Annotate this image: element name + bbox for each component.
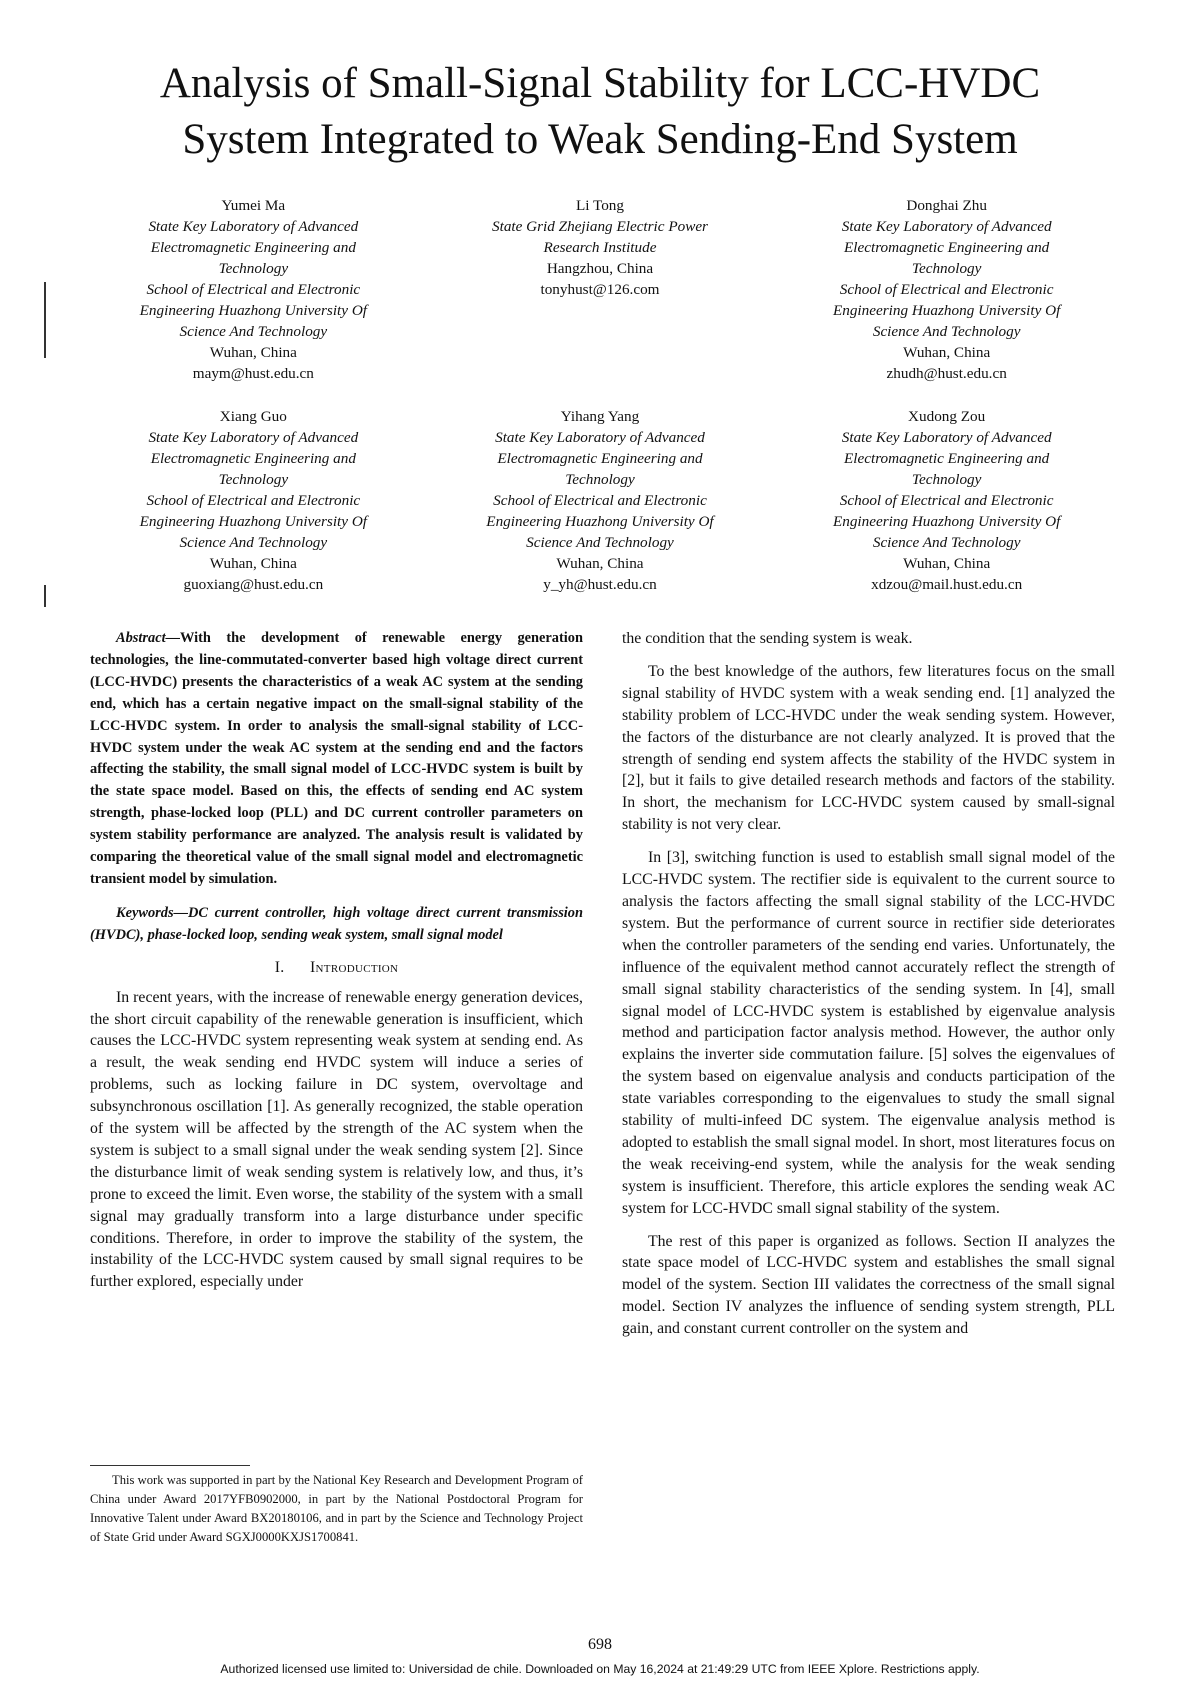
affiliation-line: Technology xyxy=(565,471,635,488)
affiliation-line: State Key Laboratory of Advanced xyxy=(495,429,705,446)
affiliation-line: State Key Laboratory of Advanced xyxy=(148,218,359,235)
affiliation-line: Science And Technology xyxy=(872,534,1021,551)
paragraph: The rest of this paper is organized as follows. Section II analyzes the state space model of LCC-HVDC system and establishes the small signal model of the system. Section III validates the correctness of the small signal model. Section IV analyzes the influence of sending system strength, PLL gain, and constant current controller on the system and xyxy=(622,1232,1115,1338)
affiliation-line: School of Electrical and Electronic xyxy=(146,281,361,298)
author-name: Donghai Zhu xyxy=(906,197,987,214)
author-email[interactable]: guoxiang@hust.edu.cn xyxy=(183,576,324,593)
page-number: 698 xyxy=(588,1636,612,1653)
author-location: Wuhan, China xyxy=(903,344,991,361)
author-block xyxy=(427,195,774,384)
author-location: Wuhan, China xyxy=(903,555,991,572)
author-affiliation xyxy=(80,427,427,553)
affiliation-line: State Grid Zhejiang Electric Power xyxy=(492,218,708,235)
author-block xyxy=(773,406,1120,595)
left-column xyxy=(90,628,583,1293)
author-name: Yihang Yang xyxy=(560,408,640,425)
affiliation-line: Technology xyxy=(911,471,982,488)
abstract xyxy=(90,628,583,891)
affiliation-line: Engineering Huazhong University Of xyxy=(139,513,368,530)
affiliation-line: Technology xyxy=(218,260,289,277)
affiliation-line: Technology xyxy=(218,471,289,488)
section-number: I. xyxy=(274,958,285,976)
affiliation-line: State Key Laboratory of Advanced xyxy=(841,429,1052,446)
author-affiliation xyxy=(427,216,774,258)
right-column xyxy=(622,628,1115,1340)
author-list xyxy=(80,195,1120,595)
title-line-2: System Integrated to Weak Sending-End System xyxy=(182,116,1018,163)
paragraph-continuation: the condition that the sending system is weak. xyxy=(622,630,913,647)
affiliation-line: Electromagnetic Engineering and xyxy=(497,450,703,467)
author-email[interactable]: y_yh@hust.edu.cn xyxy=(543,576,657,593)
affiliation-line: Science And Technology xyxy=(872,323,1021,340)
affiliation-line: Electromagnetic Engineering and xyxy=(844,450,1050,467)
affiliation-line: Engineering Huazhong University Of xyxy=(832,513,1061,530)
affiliation-line: Engineering Huazhong University Of xyxy=(832,302,1061,319)
abstract-text: With the development of renewable energy generation technologies, the line-commutated-converter based high voltage direct current (LCC-HVDC) presents the characteristics of a weak AC system at the sending end, which has a certain negative impact on the small-signal stability of the LCC-HVDC system. In order to analysis the small-signal stability of LCC-HVDC system under the weak AC system at the sending end and the factors affecting the stability, the small signal model of LCC-HVDC system is built by the state space model. Based on this, the effects of sending end AC system strength, phase-locked loop (PLL) and DC current controller parameters on system stability performance are analyzed. The analysis result is validated by comparing the theoretical value of the small signal model and electromagnetic transient model by simulation. xyxy=(90,630,583,887)
author-block xyxy=(80,195,427,384)
author-location: Wuhan, China xyxy=(209,555,297,572)
affiliation-line: School of Electrical and Electronic xyxy=(839,281,1054,298)
paragraph: To the best knowledge of the authors, few literatures focus on the small signal stability of HVDC system with a weak sending end. [1] analyzed the stability problem of LCC-HVDC under the weak sending system. However, the factors of the disturbance are not clearly analyzed. It is proved that the strength of sending end system affects the stability of the HVDC system in [2], but it fails to give detailed research methods and factors of the stability. In short, the mechanism for LCC-HVDC system caused by small-signal stability is not very clear. xyxy=(622,662,1115,834)
author-affiliation xyxy=(80,216,427,342)
affiliation-line: State Key Laboratory of Advanced xyxy=(841,218,1052,235)
author-block xyxy=(773,195,1120,384)
section-heading xyxy=(90,957,583,979)
title-line-1: Analysis of Small-Signal Stability for LCC-HVDC xyxy=(159,60,1041,107)
license-notice: Authorized licensed use limited to: Universidad de chile. Downloaded on May 16,2024 at 21:49:29 UTC from IEEE Xplore. Restrictions apply. xyxy=(220,1662,980,1676)
author-affiliation xyxy=(773,216,1120,342)
affiliation-line: School of Electrical and Electronic xyxy=(493,492,707,509)
author-email[interactable]: tonyhust@126.com xyxy=(540,281,660,298)
author-email[interactable]: maym@hust.edu.cn xyxy=(192,365,314,382)
author-location: Wuhan, China xyxy=(209,344,297,361)
affiliation-line: Technology xyxy=(911,260,982,277)
funding-footnote: This work was supported in part by the National Key Research and Development Program of China under Award 2017YFB0902000, in part by the National Postdoctoral Program for Innovative Talent under Award BX20180106, and in part by the Science and Technology Project of State Grid under Award SGXJ0000KXJS1700841. xyxy=(90,1473,583,1544)
affiliation-line: Electromagnetic Engineering and xyxy=(150,450,356,467)
affiliation-line: School of Electrical and Electronic xyxy=(839,492,1054,509)
change-bar xyxy=(44,585,46,607)
author-location: Wuhan, China xyxy=(556,555,644,572)
paragraph: In [3], switching function is used to establish small signal model of the LCC-HVDC system. The rectifier side is equivalent to the current source to analysis the factors affecting the small signal stability of the LCC-HVDC system. But the performance of current source in rectifier side deteriorates when the controller parameters of the sending end varies. Unfortunately, the influence of the equivalent method cannot accurately reflect the strength of small signal stability characteristics of the sending system. In [4], small signal model of LCC-HVDC system is established by eigenvalue analysis method and participation factor analysis method. However, the author only explains the inverter side commutation failure. [5] solves the eigenvalues of the system based on eigenvalue analysis and conducts participation of the state variables corresponding to the eigenvalues to study the small signal stability of multi-infeed DC system. The eigenvalue analysis method is adopted to establish the small signal model. In short, most literatures focus on the weak receiving-end system, while the analysis for the weak sending system is insufficient. Therefore, this article explores the sending weak AC system for LCC-HVDC small signal stability of the system. xyxy=(622,849,1115,1217)
abstract-label: Abstract— xyxy=(116,630,180,646)
author-email[interactable]: zhudh@hust.edu.cn xyxy=(886,365,1007,382)
author-block xyxy=(80,406,427,595)
affiliation-line: Engineering Huazhong University Of xyxy=(486,513,714,530)
author-name: Li Tong xyxy=(575,197,624,214)
paragraph: In recent years, with the increase of renewable energy generation devices, the short circuit capability of the renewable generation is insufficient, which causes the LCC-HVDC system representing weak system at sending end. As a result, the weak sending end HVDC system will induce a series of problems, such as locking failure in DC system, overvoltage and subsynchronous oscillation [1]. As generally recognized, the stable operation of the system will be affected by the strength of the AC system when the system is subject to a small signal under the weak sending system [2]. Since the disturbance limit of weak sending system is relatively low, and thus, it’s prone to exceed the limit. Even worse, the stability of the system with a small signal may gradually transform into a large disturbance under specific conditions. Therefore, in order to improve the stability of the system, the instability of the LCC-HVDC system caused by small signal requires to be further explored, especially under xyxy=(90,988,583,1291)
affiliation-line: Research Institude xyxy=(543,239,657,256)
author-name: Xiang Guo xyxy=(219,408,287,425)
change-bar xyxy=(44,282,46,358)
keywords-label: Keywords— xyxy=(116,904,188,921)
paper-title xyxy=(60,56,1140,168)
footnote-divider xyxy=(90,1465,250,1466)
author-name: Yumei Ma xyxy=(221,197,286,214)
keywords xyxy=(90,903,583,947)
affiliation-line: Science And Technology xyxy=(526,534,674,551)
affiliation-line: School of Electrical and Electronic xyxy=(146,492,361,509)
affiliation-line: Engineering Huazhong University Of xyxy=(139,302,368,319)
keywords-text: DC current controller, high voltage direct current transmission (HVDC), phase-locked loop, sending weak system, small signal model xyxy=(90,904,583,943)
author-affiliation xyxy=(427,427,774,553)
affiliation-line: State Key Laboratory of Advanced xyxy=(148,429,359,446)
affiliation-line: Electromagnetic Engineering and xyxy=(150,239,356,256)
affiliation-line: Electromagnetic Engineering and xyxy=(844,239,1050,256)
author-name: Xudong Zou xyxy=(908,408,986,425)
author-location: Hangzhou, China xyxy=(546,260,654,277)
author-email[interactable]: xdzou@mail.hust.edu.cn xyxy=(871,576,1023,593)
affiliation-line: Science And Technology xyxy=(179,323,328,340)
affiliation-line: Science And Technology xyxy=(179,534,328,551)
author-affiliation xyxy=(773,427,1120,553)
section-title: Introduction xyxy=(310,958,399,976)
author-block xyxy=(427,406,774,595)
